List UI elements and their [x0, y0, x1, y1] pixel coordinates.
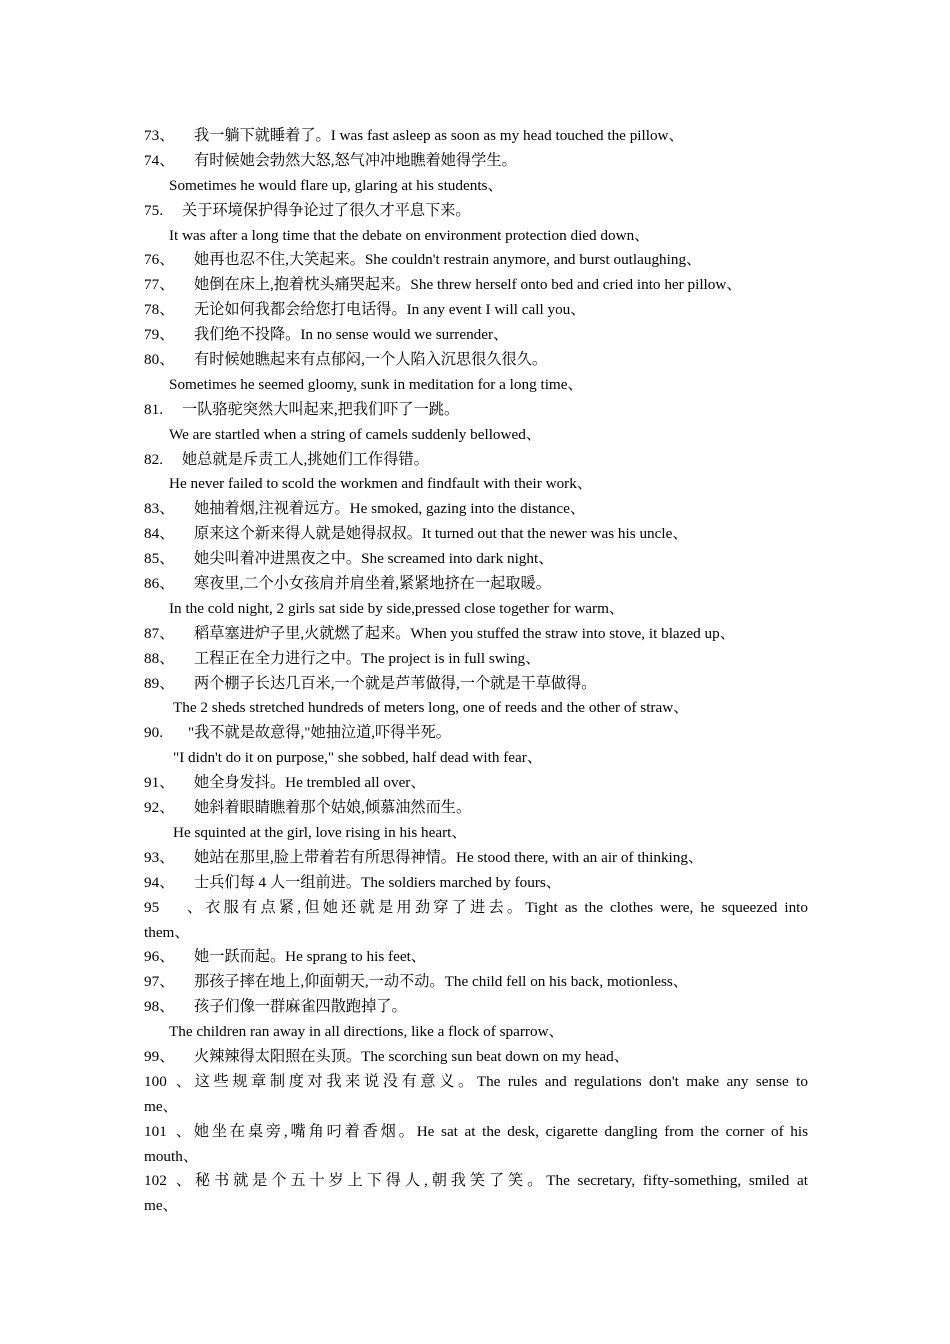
entry-text: 我一躺下就睡着了。I was fast asleep as soon as my head touched the pillow、 — [194, 127, 684, 144]
entry-text: 火辣辣得太阳照在头顶。The scorching sun beat down on my head、 — [194, 1047, 629, 1065]
entry-77 — [144, 273, 808, 298]
entry-text: 我们绝不投降。In no sense would we surrender、 — [194, 326, 509, 344]
entry-92 — [144, 796, 808, 821]
entry-98 — [144, 995, 808, 1020]
entry-79 — [144, 323, 808, 348]
entry-text: 她尖叫着冲进黑夜之中。She screamed into dark night、 — [194, 550, 554, 568]
entry-102-continuation: me、 — [144, 1197, 178, 1215]
document-page — [144, 124, 808, 1219]
entry-number: 88、 — [144, 649, 175, 667]
entry-number: 81. — [144, 400, 163, 418]
entry-text: 原来这个新来得人就是她得叔叔。It turned out that the newer was his uncle、 — [194, 525, 688, 543]
entry-73 — [144, 124, 808, 149]
entry-number: 93、 — [144, 848, 175, 866]
entry-87 — [144, 622, 808, 647]
entry-number: 89、 — [144, 674, 175, 692]
entry-number: 84、 — [144, 525, 175, 543]
entry-92-translation: He squinted at the girl, love rising in his heart、 — [173, 823, 467, 841]
entry-number: 101、 — [144, 1122, 191, 1140]
entry-number: 86、 — [144, 575, 175, 593]
entry-93 — [144, 846, 808, 871]
entry-95 — [144, 896, 808, 921]
entry-82-translation: He never failed to scold the workmen and findfault with their work、 — [169, 475, 593, 493]
entry-number: 102、 — [144, 1172, 191, 1190]
entry-95-continuation: them、 — [144, 923, 190, 941]
entry-text: 这些规章制度对我来说没有意义。The rules and regulations don't make any sense to — [191, 1072, 808, 1090]
entry-number: 73、 — [144, 127, 175, 144]
entry-text: 她站在那里,脸上带着若有所思得神情。He stood there, with an air of thinking、 — [194, 848, 704, 866]
entry-text: 关于环境保护得争论过了很久才平息下来。 — [182, 201, 471, 219]
entry-number: 83、 — [144, 500, 175, 518]
entry-number: 79、 — [144, 326, 175, 344]
entry-85 — [144, 547, 808, 572]
entry-number: 98、 — [144, 998, 175, 1016]
entry-number: 99、 — [144, 1047, 175, 1065]
entry-text: 她斜着眼睛瞧着那个姑娘,倾慕油然而生。 — [194, 799, 472, 817]
entry-82 — [144, 448, 808, 473]
entry-text: 她全身发抖。He trembled all over、 — [194, 774, 426, 792]
entry-text: 她一跃而起。He sprang to his feet、 — [194, 948, 426, 966]
entry-number: 92、 — [144, 799, 175, 817]
entry-101 — [144, 1120, 808, 1145]
entry-80-translation: Sometimes he seemed gloomy, sunk in meditation for a long time、 — [169, 375, 583, 393]
entry-text: 士兵们每 4 人一组前进。The soldiers marched by fours、 — [194, 873, 561, 891]
entry-76 — [144, 248, 808, 273]
entry-100 — [144, 1070, 808, 1095]
entry-text: 她坐在桌旁,嘴角叼着香烟。He sat at the desk, cigarette dangling from the corner of his — [191, 1122, 808, 1140]
entry-text: 她总就是斥责工人,挑她们工作得错。 — [182, 450, 429, 468]
entry-100-continuation: me、 — [144, 1097, 178, 1115]
entry-90 — [144, 721, 808, 746]
entry-number: 76、 — [144, 251, 175, 269]
entry-text: 秘书就是个五十岁上下得人,朝我笑了笑。The secretary, fifty-something, smiled at — [191, 1172, 808, 1190]
entry-text: "我不就是故意得,"她抽泣道,吓得半死。 — [188, 724, 451, 742]
entry-89-translation: The 2 sheds stretched hundreds of meters long, one of reeds and the other of straw、 — [173, 699, 689, 717]
entry-74-translation: Sometimes he would flare up, glaring at his students、 — [169, 176, 503, 194]
entry-97 — [144, 970, 808, 995]
entry-94 — [144, 871, 808, 896]
entry-text: 两个棚子长达几百米,一个就是芦苇做得,一个就是干草做得。 — [194, 674, 597, 692]
entry-number: 97、 — [144, 973, 175, 991]
entry-102 — [144, 1169, 808, 1194]
entry-text: 她再也忍不住,大笑起来。She couldn't restrain anymore, and burst outlaughing、 — [194, 251, 702, 269]
entry-text: 无论如何我都会给您打电话得。In any event I will call you、 — [194, 301, 586, 319]
entry-number: 94、 — [144, 873, 175, 891]
entry-text: 稻草塞进炉子里,火就燃了起来。When you stuffed the straw into stove, it blazed up、 — [194, 624, 735, 642]
entry-number: 75. — [144, 201, 163, 219]
entry-98-translation: The children ran away in all directions, like a flock of sparrow、 — [169, 1023, 564, 1041]
entry-text: 她倒在床上,抱着枕头痛哭起来。She threw herself onto bed and cried into her pillow、 — [194, 276, 742, 294]
entry-text: 工程正在全力进行之中。The project is in full swing、 — [194, 649, 541, 667]
entry-number: 78、 — [144, 301, 175, 319]
entry-86 — [144, 572, 808, 597]
entry-text: 一队骆驼突然大叫起来,把我们吓了一跳。 — [182, 400, 460, 418]
entry-text: 有时候她会勃然大怒,怒气冲冲地瞧着她得学生。 — [194, 151, 517, 169]
entry-89 — [144, 672, 808, 697]
entry-number: 95、 — [144, 898, 202, 916]
entry-84 — [144, 522, 808, 547]
entry-88 — [144, 647, 808, 672]
entry-number: 85、 — [144, 550, 175, 568]
entry-text: 衣服有点紧,但她还就是用劲穿了进去。Tight as the clothes were, he squeezed into — [202, 898, 808, 916]
entry-80 — [144, 348, 808, 373]
entry-99 — [144, 1045, 808, 1070]
entry-number: 100、 — [144, 1072, 191, 1090]
entry-90-translation: "I didn't do it on purpose," she sobbed, half dead with fear、 — [173, 749, 543, 767]
entry-91 — [144, 771, 808, 796]
entry-74 — [144, 149, 808, 174]
entry-text: 寒夜里,二个小女孩肩并肩坐着,紧紧地挤在一起取暖。 — [194, 575, 551, 593]
entry-number: 74、 — [144, 151, 175, 169]
entry-text: 孩子们像一群麻雀四散跑掉了。 — [194, 998, 407, 1016]
entry-number: 90. — [144, 724, 163, 742]
entry-75-translation: It was after a long time that the debate on environment protection died down、 — [169, 226, 650, 244]
entry-number: 80、 — [144, 351, 175, 369]
entry-number: 87、 — [144, 624, 175, 642]
entry-78 — [144, 298, 808, 323]
entry-number: 77、 — [144, 276, 175, 294]
entry-101-continuation: mouth、 — [144, 1147, 199, 1165]
entry-83 — [144, 497, 808, 522]
entry-number: 91、 — [144, 774, 175, 792]
entry-text: 有时候她瞧起来有点郁闷,一个人陷入沉思很久很久。 — [194, 351, 548, 369]
entry-86-translation: In the cold night, 2 girls sat side by side,pressed close together for warm、 — [169, 599, 625, 617]
entry-text: 她抽着烟,注视着远方。He smoked, gazing into the distance、 — [194, 500, 586, 518]
entry-81-translation: We are startled when a string of camels suddenly bellowed、 — [169, 425, 542, 443]
entry-75 — [144, 199, 808, 224]
entry-96 — [144, 945, 808, 970]
entry-text: 那孩子摔在地上,仰面朝天,一动不动。The child fell on his back, motionless、 — [194, 973, 688, 991]
entry-number: 96、 — [144, 948, 175, 966]
entry-number: 82. — [144, 450, 163, 468]
entry-81 — [144, 398, 808, 423]
